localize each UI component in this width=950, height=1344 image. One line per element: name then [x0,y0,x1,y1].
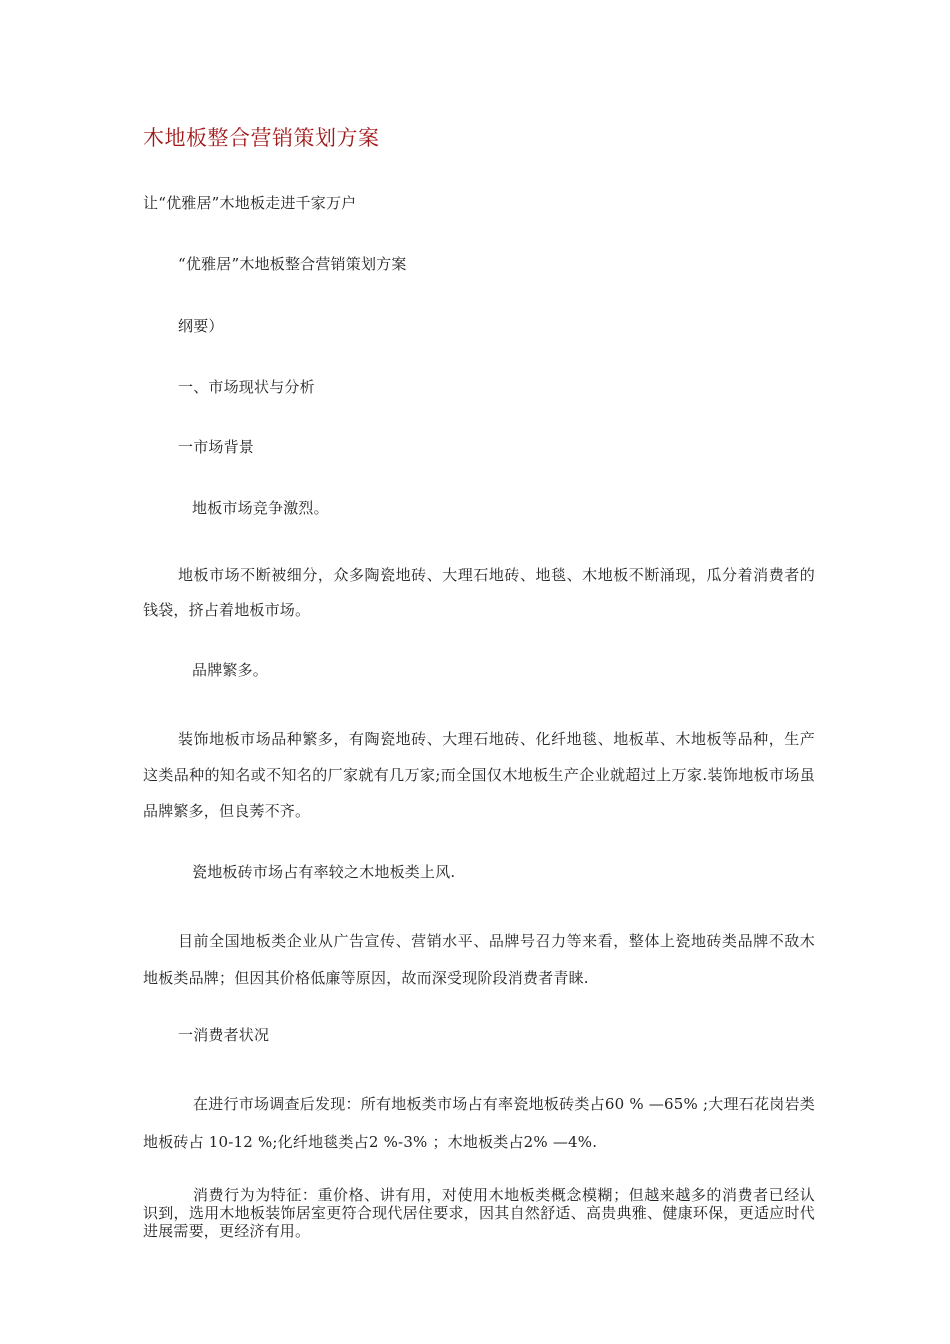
outline-label: 纲要） [178,317,224,335]
subtitle: 让“优雅居”木地板走进千家万户 [143,194,357,212]
paragraph-competition: 地板市场不断被细分，众多陶瓷地砖、大理石地砖、地毯、木地板不断涌现，瓜分着消费者的钱袋，挤占着地板市场。 [143,566,815,619]
point-title-competition: 地板市场竞争激烈。 [192,499,329,517]
heading-quote: “优雅居”木地板整合营销策划方案 [178,255,407,273]
document-title: 木地板整合营销策划方案 [143,126,380,150]
subsection-heading-consumer: 一消费者状况 [178,1026,270,1044]
subsection-heading-market: 一市场背景 [178,438,255,456]
paragraph-survey: 在进行市场调查后发现：所有地板类市场占有率瓷地板砖类占60 % —65% ;大理石花岗岩类地板砖占 10-12 %;化纤地毯类占2 %-3% ；木地板类占2% —4%. [143,1095,815,1151]
paragraph-tile-share: 目前全国地板类企业从广告宣传、营销水平、品牌号召力等来看，整体上瓷地砖类品牌不敌木地板类品牌；但因其价格低廉等原因，故而深受现阶段消费者青睐. [143,932,815,987]
point-title-tile-share: 瓷地板砖市场占有率较之木地板类上风. [192,863,456,881]
paragraph-consumer-behavior: 消费行为为特征：重价格、讲有用，对使用木地板类概念模糊；但越来越多的消费者已经认识到，选用木地板装饰居室更符合现代居住要求，因其自然舒适、高贵典雅、健康环保，更适应时代进展需要，更经济有用。 [143,1186,815,1240]
paragraph-brands: 装饰地板市场品种繁多，有陶瓷地砖、大理石地砖、化纤地毯、地板革、木地板等品种，生产这类品种的知名或不知名的厂家就有几万家;而全国仅木地板生产企业就超过上万家.装饰地板市场虽品牌繁多，但良莠不齐。 [143,730,815,820]
point-title-brands: 品牌繁多。 [192,661,269,679]
section-heading: 一、市场现状与分析 [178,378,315,396]
